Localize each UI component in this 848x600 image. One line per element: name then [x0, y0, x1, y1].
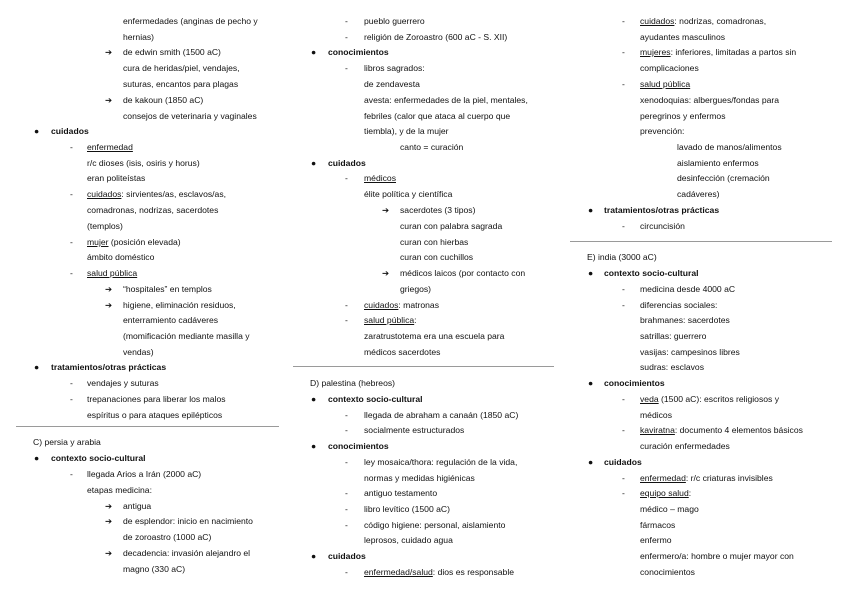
text-run: : sirvientes/as, esclavos/as, [121, 189, 227, 199]
text-line: brahmanes: sacerdotes [640, 315, 730, 325]
text-line: llegada de abraham a canaán (1850 aC) [364, 410, 519, 420]
dash-icon: - [345, 32, 348, 42]
text-line [640, 488, 691, 499]
section-heading: cuidados [604, 457, 642, 467]
text-line [364, 300, 439, 311]
section-heading: conocimientos [604, 378, 665, 388]
arrow-icon: ➔ [105, 516, 113, 526]
text-line: código higiene: personal, aislamiento [364, 520, 506, 530]
text-line: enfermedades (anginas de pecho y [123, 16, 258, 26]
arrow-icon: ➔ [105, 501, 113, 511]
dash-icon: - [70, 189, 73, 199]
text-line: higiene, eliminación residuos, [123, 300, 236, 310]
arrow-icon: ➔ [105, 47, 113, 57]
text-line: (momificación mediante masilla y [123, 331, 250, 341]
dash-icon: - [345, 315, 348, 325]
dash-icon: - [622, 16, 625, 26]
underlined-term: mujeres [640, 47, 671, 57]
dash-icon: - [345, 300, 348, 310]
text-line: complicaciones [640, 63, 699, 73]
text-line [640, 16, 766, 27]
dash-icon: - [622, 300, 625, 310]
bullet-icon: ● [588, 378, 594, 388]
dash-icon: - [70, 378, 73, 388]
text-line: de esplendor: inicio en nacimiento [123, 516, 253, 526]
underlined-term: salud pública [364, 315, 415, 325]
text-line: griegos) [400, 284, 432, 294]
underlined-term: cuidados [87, 189, 122, 199]
section-heading: tratamientos/otras prácticas [51, 362, 167, 372]
text-run: : [414, 315, 417, 325]
bullet-icon: ● [311, 441, 317, 451]
text-line: fármacos [640, 520, 676, 530]
dash-icon: - [622, 284, 625, 294]
text-line: ayudantes masculinos [640, 32, 726, 42]
text-run: : dios es responsable [432, 567, 515, 577]
underlined-term: equipo salud [640, 488, 689, 498]
text-line: febriles (calor que ataca al cuerpo que [364, 111, 511, 121]
text-run: (1500 aC): escritos religiosos y [658, 394, 779, 404]
arrow-icon: ➔ [105, 284, 113, 294]
dash-icon: - [622, 79, 625, 89]
bullet-icon: ● [34, 453, 40, 463]
text-line: curan con cuchillos [400, 252, 474, 262]
text-line [87, 189, 226, 200]
dash-icon: - [345, 504, 348, 514]
text-line: médicos sacerdotes [364, 347, 441, 357]
dash-icon: - [622, 47, 625, 57]
underlined-term: veda [640, 394, 659, 404]
section-title: D) palestina (hebreos) [310, 378, 396, 388]
section-title: C) persia y arabia [33, 437, 101, 447]
text-line: médico – mago [640, 504, 699, 514]
text-line: vasijas: campesinos libres [640, 347, 740, 357]
text-line: pueblo guerrero [364, 16, 425, 26]
underlined-term: enfermedad [640, 473, 686, 483]
section-heading: cuidados [328, 158, 366, 168]
section-title: E) india (3000 aC) [587, 252, 657, 262]
text-line: “hospitales” en templos [123, 284, 212, 294]
dash-icon: - [345, 63, 348, 73]
section-heading: contexto socio-cultural [51, 453, 146, 463]
text-line: curan con hierbas [400, 237, 469, 247]
text-line: aislamiento enfermos [677, 158, 759, 168]
text-line: conocimientos [640, 567, 695, 577]
text-line: médicos [640, 410, 672, 420]
text-line: cadáveres) [677, 189, 720, 199]
dash-icon: - [70, 142, 73, 152]
text-line: tiembla), y de la mujer [364, 126, 449, 136]
arrow-icon: ➔ [382, 205, 390, 215]
text-line [640, 425, 803, 436]
arrow-icon: ➔ [382, 268, 390, 278]
text-line: etapas medicina: [87, 485, 152, 495]
text-line: zaratrustotema era una escuela para [364, 331, 505, 341]
dash-icon: - [345, 173, 348, 183]
dash-icon: - [622, 394, 625, 404]
text-line: socialmente estructurados [364, 425, 465, 435]
text-line: libro levítico (1500 aC) [364, 504, 450, 514]
text-line: enterramiento cadáveres [123, 315, 219, 325]
section-divider [16, 426, 279, 427]
text-line: (templos) [87, 221, 123, 231]
dash-icon: - [70, 268, 73, 278]
section-heading: conocimientos [328, 47, 389, 57]
bullet-icon: ● [34, 362, 40, 372]
dash-icon: - [622, 488, 625, 498]
text-line [87, 237, 181, 248]
text-run: (posición elevada) [108, 237, 181, 247]
underlined-term: salud pública [640, 79, 691, 89]
underlined-term: médicos [364, 173, 396, 183]
section-heading: cuidados [51, 126, 89, 136]
section-heading: tratamientos/otras prácticas [604, 205, 720, 215]
dash-icon: - [70, 394, 73, 404]
text-line: vendajes y suturas [87, 378, 159, 388]
dash-icon: - [345, 520, 348, 530]
bullet-icon: ● [34, 126, 40, 136]
text-line: lavado de manos/alimentos [677, 142, 782, 152]
text-line: avesta: enfermedades de la piel, mentales, [364, 95, 528, 105]
underlined-term: salud pública [87, 268, 138, 278]
section-heading: cuidados [328, 551, 366, 561]
text-line: satrillas: guerrero [640, 331, 707, 341]
text-line: de kakoun (1850 aC) [123, 95, 204, 105]
text-line: curación enfermedades [640, 441, 730, 451]
text-line [364, 567, 514, 578]
dash-icon: - [70, 469, 73, 479]
text-line: leprosos, cuidado agua [364, 535, 453, 545]
underlined-term: kaviratna [640, 425, 675, 435]
text-line: sudras: esclavos [640, 362, 705, 372]
text-line: de zendavesta [364, 79, 420, 89]
text-line: enfermero/a: hombre o mujer mayor con [640, 551, 794, 561]
text-line: decadencia: invasión alejandro el [123, 548, 251, 558]
text-line: consejos de veterinaria y vaginales [123, 111, 257, 121]
underlined-term: enfermedad [87, 142, 133, 152]
text-line: ley mosaica/thora: regulación de la vida, [364, 457, 518, 467]
text-line: hernias) [123, 32, 155, 42]
dash-icon: - [345, 425, 348, 435]
text-line: de zoroastro (1000 aC) [123, 532, 212, 542]
dash-icon: - [345, 410, 348, 420]
text-line: comadronas, nodrizas, sacerdotes [87, 205, 219, 215]
bullet-icon: ● [311, 551, 317, 561]
text-line: diferencias sociales: [640, 300, 718, 310]
dash-icon: - [70, 237, 73, 247]
text-line: libros sagrados: [364, 63, 425, 73]
text-line: sacerdotes (3 tipos) [400, 205, 476, 215]
text-line: trepanaciones para liberar los malos [87, 394, 226, 404]
section-divider [570, 241, 832, 242]
dash-icon: - [345, 567, 348, 577]
bullet-icon: ● [311, 158, 317, 168]
text-line [364, 315, 417, 326]
arrow-icon: ➔ [105, 300, 113, 310]
underlined-term: enfermedad/salud [364, 567, 433, 577]
text-line: desinfección (cremación [677, 173, 770, 183]
underlined-term: cuidados [364, 300, 399, 310]
text-line: de edwin smith (1500 aC) [123, 47, 221, 57]
text-line: ámbito doméstico [87, 252, 155, 262]
text-line: enfermo [640, 535, 672, 545]
text-line: peregrinos y enfermos [640, 111, 726, 121]
text-run: : inferiores, limitadas a partos sin [670, 47, 797, 57]
text-line: antigua [123, 501, 152, 511]
text-line: xenodoquias: albergues/fondas para [640, 95, 780, 105]
text-line: llegada Arios a Irán (2000 aC) [87, 469, 202, 479]
arrow-icon: ➔ [105, 95, 113, 105]
dash-icon: - [345, 457, 348, 467]
text-run: : nodrizas, comadronas, [674, 16, 767, 26]
dash-icon: - [622, 473, 625, 483]
text-line: antiguo testamento [364, 488, 438, 498]
text-line: cura de heridas/piel, vendajes, [123, 63, 240, 73]
text-line: médicos laicos (por contacto con [400, 268, 526, 278]
bullet-icon: ● [588, 205, 594, 215]
dash-icon: - [345, 16, 348, 26]
text-line: curan con palabra sagrada [400, 221, 503, 231]
text-line: canto = curación [400, 142, 464, 152]
section-heading: conocimientos [328, 441, 389, 451]
bullet-icon: ● [311, 394, 317, 404]
underlined-term: cuidados [640, 16, 675, 26]
text-run: : [688, 488, 692, 498]
text-line: r/c dioses (isis, osiris y horus) [87, 158, 200, 168]
dash-icon: - [345, 488, 348, 498]
text-line: élite política y científica [364, 189, 453, 199]
text-line: prevención: [640, 126, 685, 136]
dash-icon: - [622, 425, 625, 435]
bullet-icon: ● [311, 47, 317, 57]
section-heading: contexto socio-cultural [604, 268, 699, 278]
dash-icon: - [622, 221, 625, 231]
underlined-term: mujer [87, 237, 109, 247]
arrow-icon: ➔ [105, 548, 113, 558]
text-line: circuncisión [640, 221, 685, 231]
text-run: : documento 4 elementos básicos [674, 425, 803, 435]
text-line: normas y medidas higiénicas [364, 473, 475, 483]
bullet-icon: ● [588, 268, 594, 278]
text-line: eran politeístas [87, 173, 146, 183]
text-line [640, 394, 779, 405]
text-line: religión de Zoroastro (600 aC - S. XII) [364, 32, 508, 42]
bullet-icon: ● [588, 457, 594, 467]
text-run: : r/c criaturas invisibles [685, 473, 773, 483]
text-line: medicina desde 4000 aC [640, 284, 736, 294]
text-line: vendas) [123, 347, 154, 357]
section-heading: contexto socio-cultural [328, 394, 423, 404]
text-line: magno (330 aC) [123, 564, 186, 574]
text-run: : matronas [398, 300, 440, 310]
section-divider [293, 366, 554, 367]
text-line: suturas, encantos para plagas [123, 79, 239, 89]
text-line [640, 47, 796, 58]
text-line: espíritus o para ataques epilépticos [87, 410, 223, 420]
text-line [640, 473, 773, 484]
